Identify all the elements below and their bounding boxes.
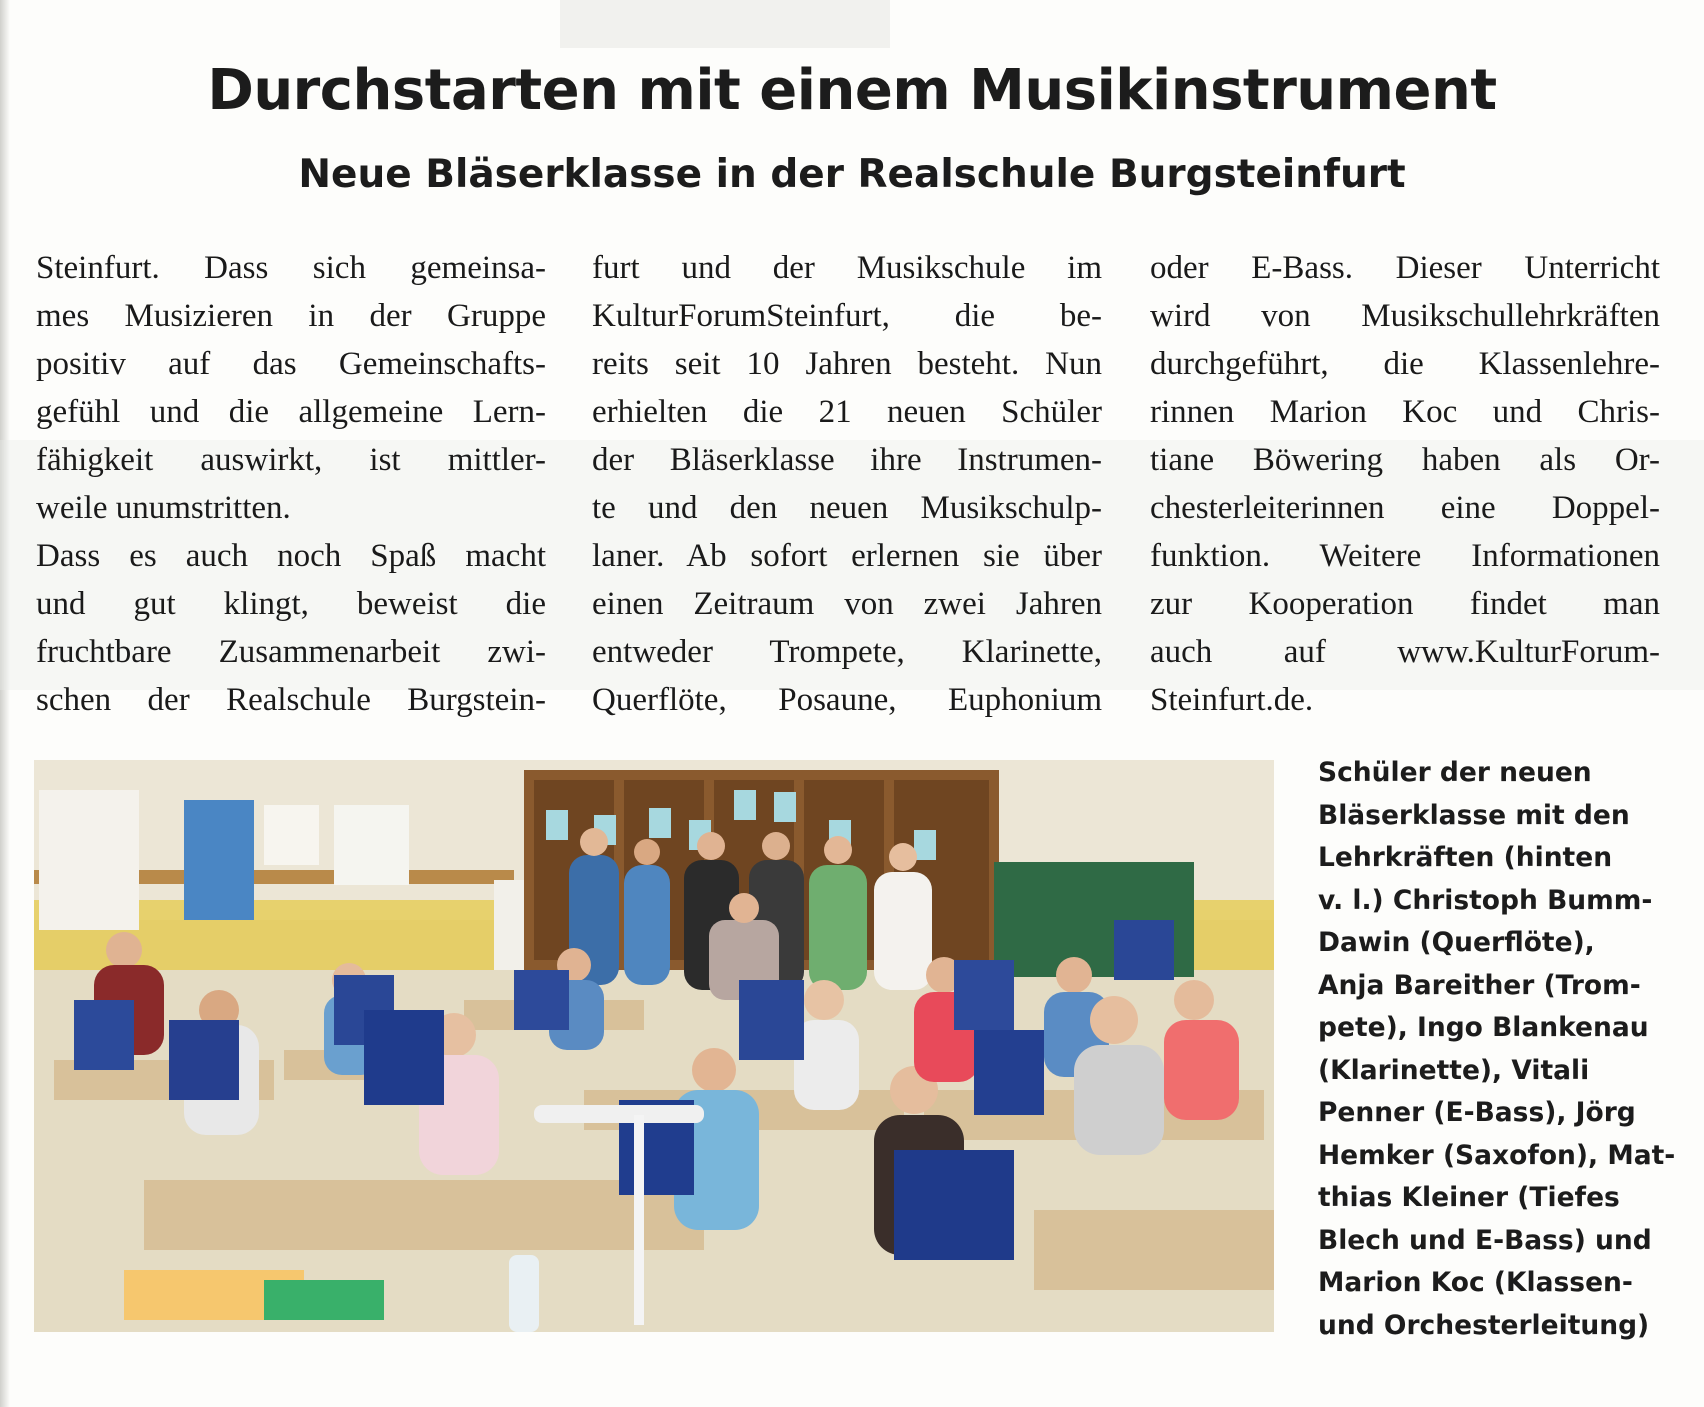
- text-line: erhielten die 21 neuen Schüler: [592, 394, 1102, 430]
- article-column-3: [1150, 244, 1660, 724]
- text-line: zur Kooperation findet man: [1150, 586, 1660, 622]
- text-line: rinnen Marion Koc und Chris-: [1150, 394, 1660, 430]
- caption-line: Schüler der neuen: [1318, 757, 1592, 788]
- caption-line: Anja Bareither (Trom-: [1318, 969, 1641, 1001]
- caption-line: Blech und E-Bass) und: [1318, 1224, 1652, 1256]
- caption-line: (Klarinette), Vitali: [1318, 1054, 1590, 1086]
- text-line: reits seit 10 Jahren besteht. Nun: [592, 346, 1102, 382]
- text-line: entweder Trompete, Klarinette,: [592, 634, 1102, 670]
- caption-line: und Orchesterleitung): [1318, 1309, 1650, 1341]
- caption-line: Penner (E-Bass), Jörg: [1318, 1097, 1636, 1128]
- page-edge-shadow: [0, 0, 10, 1407]
- photo-caption: [1318, 752, 1698, 1347]
- text-line: laner. Ab sofort erlernen sie über: [592, 538, 1102, 574]
- text-line: schen der Realschule Burgstein-: [36, 682, 546, 718]
- text-line: und gut klingt, beweist die: [36, 586, 546, 622]
- text-line: mes Musizieren in der Gruppe: [36, 298, 546, 334]
- text-line: einen Zeitraum von zwei Jahren: [592, 586, 1102, 622]
- article-column-1: [36, 244, 546, 724]
- caption-line: Lehrkräften (hinten: [1318, 842, 1613, 873]
- caption-line: Bläserklasse mit den: [1318, 799, 1630, 831]
- text-line: Steinfurt.de.: [1150, 682, 1314, 718]
- caption-line: pete), Ingo Blankenau: [1318, 1012, 1649, 1043]
- text-line: auch auf www.KulturForum-: [1150, 634, 1660, 670]
- text-line: funktion. Weitere Informationen: [1150, 538, 1660, 574]
- text-line: Querflöte, Posaune, Euphonium: [592, 682, 1102, 718]
- text-line: weile unumstritten.: [36, 490, 291, 526]
- text-line: fähigkeit auswirkt, ist mittler-: [36, 442, 546, 478]
- text-line: der Bläserklasse ihre Instrumen-: [592, 442, 1102, 478]
- article-column-2: [592, 244, 1102, 724]
- caption-line: Marion Koc (Klassen-: [1318, 1267, 1633, 1298]
- show-through-block: [560, 0, 890, 48]
- caption-line: Hemker (Saxofon), Mat-: [1318, 1139, 1676, 1171]
- text-line: Steinfurt. Dass sich gemeinsa-: [36, 250, 546, 286]
- text-line: durchgeführt, die Klassenlehre-: [1150, 346, 1660, 382]
- text-line: gefühl und die allgemeine Lern-: [36, 394, 546, 430]
- text-line: fruchtbare Zusammenarbeit zwi-: [36, 634, 546, 670]
- text-line: te und den neuen Musikschulp-: [592, 490, 1102, 526]
- text-line: positiv auf das Gemeinschafts-: [36, 346, 546, 382]
- caption-line: Dawin (Querflöte),: [1318, 927, 1595, 958]
- article-headline: Durchstarten mit einem Musikinstrument: [207, 58, 1497, 123]
- caption-line: v. l.) Christoph Bumm-: [1318, 884, 1653, 916]
- classroom-photo: [34, 760, 1274, 1332]
- text-line: Dass es auch noch Spaß macht: [36, 538, 546, 574]
- text-line: furt und der Musikschule im: [592, 250, 1102, 286]
- text-line: tiane Böwering haben als Or-: [1150, 442, 1660, 478]
- text-line: wird von Musikschullehrkräften: [1150, 298, 1660, 334]
- text-line: chesterleiterinnen eine Doppel-: [1150, 490, 1660, 526]
- text-line: oder E-Bass. Dieser Unterricht: [1150, 250, 1660, 286]
- text-line: KulturForumSteinfurt, die be-: [592, 298, 1102, 334]
- article-subheadline: Neue Bläserklasse in der Realschule Burgsteinfurt: [298, 152, 1406, 197]
- caption-line: thias Kleiner (Tiefes: [1318, 1182, 1620, 1213]
